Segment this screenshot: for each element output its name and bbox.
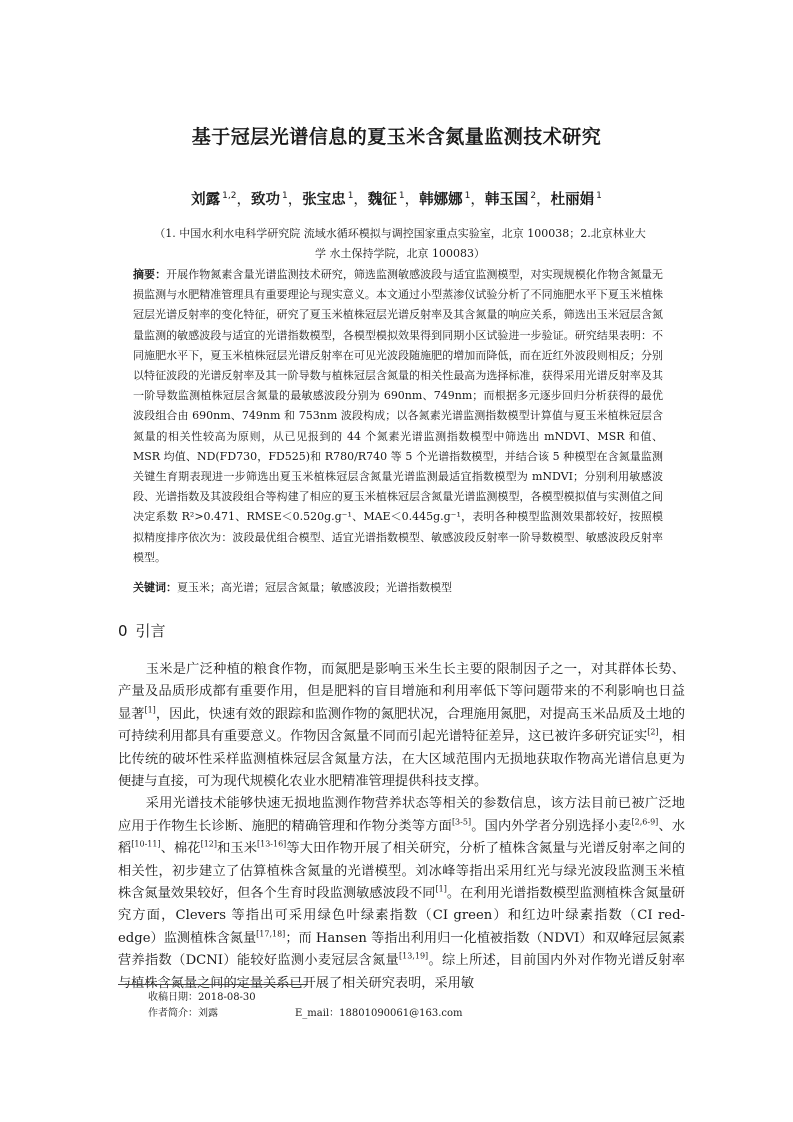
author-affil-mark: 1 <box>464 191 471 202</box>
body-text-run: 和玉米 <box>217 841 257 857</box>
citation-ref: [13-16] <box>257 839 287 849</box>
body-text-run: 、棉花 <box>160 841 201 857</box>
author-affil-mark: 2 <box>530 191 537 202</box>
body-text-run: 。综上所述，目前国内外对作物光谱反射率与植株含氮量之间的定量关系已开展了相关研究表明，采用敏 <box>118 953 685 991</box>
author-separator: ， <box>236 192 251 208</box>
received-date: 收稿日期：2018-08-30 <box>148 992 256 1003</box>
body-text-run: 采用光谱技术能够快速无损地监测作物营养状态等相关的参数信息，该方法目前已被广泛地应用于作物生长诊断、施肥的精确管理和作物分类等方面 <box>118 796 685 834</box>
citation-ref: [13,19] <box>399 951 429 961</box>
citation-ref: [2] <box>647 727 659 737</box>
citation-ref: [2,6-9] <box>631 817 659 827</box>
author-bio-text: 作者简介：刘露 <box>148 1008 218 1019</box>
author-separator: ， <box>536 192 551 208</box>
abstract-text: 开展作物氮素含量光谱监测技术研究，筛选监测敏感波段与适宜监测模型，对实现规模化作物含氮量无损监测与水肥精准管理具有重要理论与现实意义。本文通过小型蒸渗仪试验分析了不同施肥水平下夏玉米植株冠层光谱反射率的变化特征，研究了夏玉米植株冠层光谱反射率及其含氮量的响应关系，筛选出玉米冠层含氮量监测的敏感波段与适宜的光谱指数模型，各模型模拟效果得到同期小区试验进一步验证。研究结果表明：不同施肥水平下，夏玉米植株冠层光谱反射率在可见光波段随施肥的增加而降低，而在近红外波段则相反；分别以特征波段的光谱反射率及其一阶导数与植株冠层含氮量的相关性最高为选择标准，获得采用光谱反射率及其一阶导数监测植株冠层含氮量的最敏感波段分别为 690nm、749nm；而根据多元逐步回归分析获得的最优波段组合由 690nm、749nm 和 753nm 波段构成；以各氮素光谱监测指数模型计算值与夏玉米植株冠层含氮量的相关性较高为原则，从已见报到的 44 个氮素光谱监测指数模型中筛选出 mNDVI、MSR 和值、MSR 均值、ND(FD730，FD525)和 R780/R740 等 5 个光谱指数模型，并结合该 5 种模型在含氮量监测关键生育期表现进一步筛选出夏玉米植株冠层含氮量光谱监测最适宜指数模型为 mNDVI；分别利用敏感波段、光谱指数及其波段组合等构建了相应的夏玉米植株冠层含氮量光谱监测模型，各模型模拟值与实测值之间决定系数 R²>0.471、RMSE＜0.520g.g⁻¹、MAE＜0.445g.g⁻¹，表明各种模型监测效果都较好，按照模拟精度排序依次为：波段最优组合模型、适宜光谱指数模型、敏感波段反射率一阶导数模型、敏感波段反射率模型。 <box>133 268 664 564</box>
citation-ref: [3-5] <box>451 817 472 827</box>
author-name: 魏征 <box>367 192 397 208</box>
author-name: 致功 <box>250 192 280 208</box>
citation-ref: [1] <box>435 884 447 894</box>
author-affil-mark: 1 <box>347 191 354 202</box>
body-text-run: ，相比传统的破坏性采样监测植株冠层含氮量方法，在大区域范围内无损地获取作物高光谱信息更为便捷与直接，可为现代规模化农业水肥精准管理提供科技支撑。 <box>118 729 686 790</box>
body-text-run: 玉米是广泛种植的粮食作物，而氮肥是影响玉米生长主要的限制因子之一，对其群体长势、产量及品质形成都有重要作用，但是肥料的盲目增施和利用率低下等问题带来的不利影响也日益显著 <box>118 662 685 722</box>
author-affil-mark: 1 <box>398 191 405 202</box>
keywords-label: 关键词： <box>133 581 177 594</box>
author-bio <box>148 1006 463 1022</box>
author-separator: ， <box>404 192 420 208</box>
body-text <box>118 659 685 995</box>
keywords-text: 夏玉米；高光谱；冠层含氮量；敏感波段；光谱指数模型 <box>177 581 452 594</box>
author-name: 张宝忠 <box>302 192 346 208</box>
author-separator: ， <box>470 192 485 208</box>
author-affil-mark: 1,2 <box>222 191 237 202</box>
author-name: 韩玉国 <box>484 192 529 208</box>
body-text-run: 。国内外学者分别选择小麦 <box>471 818 632 834</box>
author-name: 刘露 <box>191 192 221 208</box>
section-title: 引言 <box>135 622 166 640</box>
citation-ref: [1] <box>144 705 156 715</box>
keywords <box>133 578 663 598</box>
author-separator: ， <box>287 192 303 208</box>
author-separator: ， <box>353 192 368 208</box>
citation-ref: [10-11] <box>131 839 161 849</box>
citation-ref: [12] <box>200 839 218 849</box>
section-heading <box>118 620 166 641</box>
body-paragraph <box>118 659 685 793</box>
body-text-run: 。在利用光谱指数模型监测植株含氮量研究方面，Clevers 等指出可采用绿色叶绿素指数（CI green）和红边叶绿素指数（CI red-edge）监测植株含氮量 <box>118 886 685 946</box>
citation-ref: [17,18] <box>256 929 286 939</box>
author-affil-mark: 1 <box>281 191 288 202</box>
abstract <box>133 265 663 568</box>
author-email: E_mail：18801090061@163.com <box>295 1008 463 1019</box>
footnote <box>148 990 463 1022</box>
body-text-run: ，因此，快速有效的跟踪和监测作物的氮肥状况，合理施用氮肥，对提高玉米品质及土地的可持续利用都具有重要意义。作物因含氮量不同而引起光谱特征差异，这已被许多研究证实 <box>118 706 686 745</box>
body-paragraph <box>118 793 685 995</box>
author-affil-mark: 1 <box>596 191 602 202</box>
affiliation: （1. 中国水利水电科学研究院 流域水循环模拟与调控国家重点实验室，北京 100038；2.北京林业大学 水土保持学院，北京 100083） <box>154 227 646 260</box>
body-text-run: 、水稻 <box>118 818 686 857</box>
abstract-label: 摘要： <box>133 268 167 281</box>
author-list <box>0 188 793 209</box>
author-name: 韩娜娜 <box>419 192 463 208</box>
section-number: 0 <box>118 622 128 640</box>
paper-title: 基于冠层光谱信息的夏玉米含氮量监测技术研究 <box>191 126 602 148</box>
body-text-run: 等大田作物开展了相关研究，分析了植株含氮量与光谱反射率之间的相关性，初步建立了估算植株含氮量的光谱模型。刘冰峰等指出采用红光与绿光波段监测玉米植株含氮量效果较好，但各个生育时段监测敏感波段不同 <box>118 841 686 902</box>
body-text-run: ；而 Hansen 等指出利用归一化植被指数（NDVI）和双峰冠层氮素营养指数（DCNI）能较好监测小麦冠层含氮量 <box>118 930 685 969</box>
footnote-divider <box>118 984 308 985</box>
author-name: 杜丽娟 <box>550 192 595 208</box>
